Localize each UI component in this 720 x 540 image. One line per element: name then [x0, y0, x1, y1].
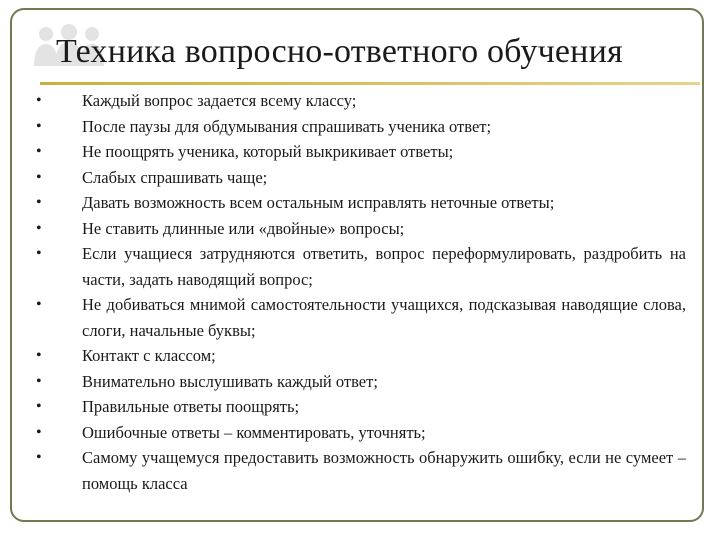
list-item — [36, 369, 686, 395]
bullet-marker: • — [36, 398, 42, 415]
list-item — [36, 139, 686, 165]
bullet-marker: • — [36, 372, 42, 390]
bullet-text: Ошибочные ответы – комментировать, уточнять; — [82, 422, 426, 442]
bullet-marker: • — [36, 449, 42, 466]
list-item — [36, 216, 686, 242]
bullet-marker: • — [36, 168, 42, 186]
list-item — [36, 241, 686, 292]
list-item — [36, 292, 686, 343]
slide-title: Техника вопросно-ответного обучения — [56, 33, 623, 70]
bullet-text: Не ставить длинные или «двойные» вопросы; — [82, 218, 405, 238]
bullet-list — [36, 88, 686, 496]
bullet-marker: • — [36, 245, 42, 262]
list-item — [36, 114, 686, 140]
list-item — [36, 165, 686, 191]
bullet-marker: • — [36, 219, 42, 237]
bullet-text: Внимательно выслушивать каждый ответ; — [82, 371, 378, 391]
bullet-text: Правильные ответы поощрять; — [82, 397, 300, 416]
bullet-text: Давать возможность всем остальным исправлять неточные ответы; — [82, 193, 555, 212]
bullet-text: После паузы для обдумывания спрашивать ученика ответ; — [82, 116, 492, 136]
bullet-marker: • — [36, 117, 42, 135]
bullet-marker: • — [36, 423, 42, 441]
bullet-marker: • — [36, 143, 42, 160]
bullet-marker: • — [36, 296, 42, 313]
bullet-text: Самому учащемуся предоставить возможность обнаружить ошибку, если не сумеет – помощь класса — [82, 448, 686, 493]
list-item — [36, 343, 686, 369]
bullet-text: Контакт с классом; — [82, 346, 216, 365]
bullet-marker: • — [36, 92, 42, 109]
bullet-text: Если учащиеся затрудняются ответить, вопрос переформулировать, раздробить на части, задать наводящий вопрос; — [82, 244, 686, 289]
bullet-marker: • — [36, 347, 42, 364]
bullet-marker: • — [36, 194, 42, 211]
bullet-text: Слабых спрашивать чаще; — [82, 167, 268, 187]
title-underline — [40, 82, 700, 85]
list-item — [36, 88, 686, 114]
list-item — [36, 394, 686, 420]
slide-frame — [10, 8, 704, 522]
list-item — [36, 420, 686, 446]
list-item — [36, 445, 686, 496]
list-item — [36, 190, 686, 216]
bullet-text: Не добиваться мнимой самостоятельности учащихся, подсказывая наводящие слова, слоги, начальные буквы; — [82, 295, 686, 340]
bullet-text: Не поощрять ученика, который выкрикивает ответы; — [82, 142, 454, 161]
bullet-text: Каждый вопрос задается всему классу; — [82, 91, 357, 110]
